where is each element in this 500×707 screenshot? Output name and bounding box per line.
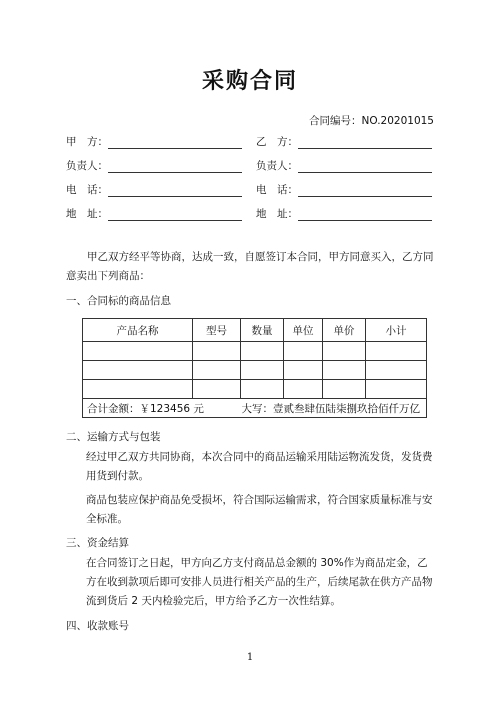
party-b-addr-row bbox=[256, 206, 432, 221]
col-header-subtotal: 小计 bbox=[366, 319, 427, 342]
party-a-phone-label: 电 话： bbox=[66, 184, 108, 196]
contract-title: 采购合同 bbox=[201, 69, 298, 94]
page-number: 1 bbox=[246, 652, 254, 663]
party-b-addr-field[interactable] bbox=[298, 208, 432, 221]
table-cell[interactable] bbox=[241, 342, 284, 361]
col-header-product: 产品名称 bbox=[83, 319, 193, 342]
table-total-row bbox=[83, 399, 427, 418]
table-cell[interactable] bbox=[323, 342, 366, 361]
section-4-heading: 四、收款账号 bbox=[66, 620, 129, 632]
table-cell[interactable] bbox=[284, 380, 323, 399]
table-row bbox=[83, 380, 427, 399]
party-a-label: 甲 方： bbox=[66, 136, 108, 148]
table-cell[interactable] bbox=[366, 361, 427, 380]
party-b-addr-label: 地 址： bbox=[256, 208, 298, 220]
table-header-row bbox=[83, 319, 427, 342]
section-2-heading: 二、运输方式与包装 bbox=[66, 431, 161, 443]
party-a-row bbox=[66, 134, 242, 149]
party-b-rep-label: 负责人： bbox=[256, 160, 298, 172]
section-2-paragraph-1: 经过甲乙双方共同协商，本次合同中的商品运输采用陆运物流发货，发货费用货到付款。 bbox=[86, 451, 433, 482]
col-header-unit: 单位 bbox=[284, 319, 323, 342]
party-a-addr-field[interactable] bbox=[108, 208, 242, 221]
col-header-price: 单价 bbox=[323, 319, 366, 342]
table-cell[interactable] bbox=[83, 342, 193, 361]
party-b-row bbox=[256, 134, 432, 149]
table-cell[interactable] bbox=[284, 361, 323, 380]
party-a-rep-row bbox=[66, 158, 242, 173]
table-cell[interactable] bbox=[193, 342, 241, 361]
table-cell[interactable] bbox=[83, 380, 193, 399]
table-cell[interactable] bbox=[193, 361, 241, 380]
section-2-paragraph-2: 商品包装应保护商品免受损坏，符合国际运输需求，符合国家质量标准与安全标准。 bbox=[86, 494, 433, 525]
party-b-phone-row bbox=[256, 182, 432, 197]
section-3-paragraph-1: 在合同签订之日起，甲方向乙方支付商品总金额的 30%作为商品定金，乙方在收到款项后即可安排人员进行相关产品的生产，后续尾款在供方产品物流到货后 2 天内检验完后，甲方给予乙方一次性结算。 bbox=[86, 557, 433, 607]
party-a-phone-field[interactable] bbox=[108, 184, 242, 197]
table-cell[interactable] bbox=[193, 380, 241, 399]
table-cell[interactable] bbox=[83, 361, 193, 380]
table-cell[interactable] bbox=[323, 380, 366, 399]
goods-table bbox=[82, 318, 427, 418]
party-a-addr-row bbox=[66, 206, 242, 221]
party-a-rep-label: 负责人： bbox=[66, 160, 108, 172]
table-cell[interactable] bbox=[241, 361, 284, 380]
party-b-rep-field[interactable] bbox=[298, 160, 432, 173]
table-cell[interactable] bbox=[241, 380, 284, 399]
party-b-field[interactable] bbox=[298, 136, 432, 149]
contract-number: 合同编号：NO.20201015 bbox=[309, 115, 434, 127]
party-b-label: 乙 方： bbox=[256, 136, 298, 148]
section-3-heading: 三、资金结算 bbox=[66, 537, 129, 549]
party-b-phone-label: 电 话： bbox=[256, 184, 298, 196]
party-a-addr-label: 地 址： bbox=[66, 208, 108, 220]
table-cell[interactable] bbox=[323, 361, 366, 380]
party-b-phone-field[interactable] bbox=[298, 184, 432, 197]
table-cell[interactable] bbox=[366, 380, 427, 399]
party-a-field[interactable] bbox=[108, 136, 242, 149]
section-1-heading: 一、合同标的商品信息 bbox=[66, 295, 171, 307]
table-cell[interactable] bbox=[366, 342, 427, 361]
party-a-phone-row bbox=[66, 182, 242, 197]
table-row bbox=[83, 361, 427, 380]
col-header-qty: 数量 bbox=[241, 319, 284, 342]
table-row bbox=[83, 342, 427, 361]
total-cell bbox=[83, 399, 427, 418]
party-a-rep-field[interactable] bbox=[108, 160, 242, 173]
intro-paragraph: 甲乙双方经平等协商，达成一致，自愿签订本合同，甲方同意买入，乙方同意卖出下列商品： bbox=[66, 251, 434, 282]
col-header-model: 型号 bbox=[193, 319, 241, 342]
total-amount: 合计金额：￥123456 元 bbox=[87, 402, 204, 415]
table-cell[interactable] bbox=[284, 342, 323, 361]
party-b-rep-row bbox=[256, 158, 432, 173]
total-amount-upper: 大写：壹贰叁肆伍陆柒捌玖拾佰仟万亿 bbox=[241, 402, 420, 415]
